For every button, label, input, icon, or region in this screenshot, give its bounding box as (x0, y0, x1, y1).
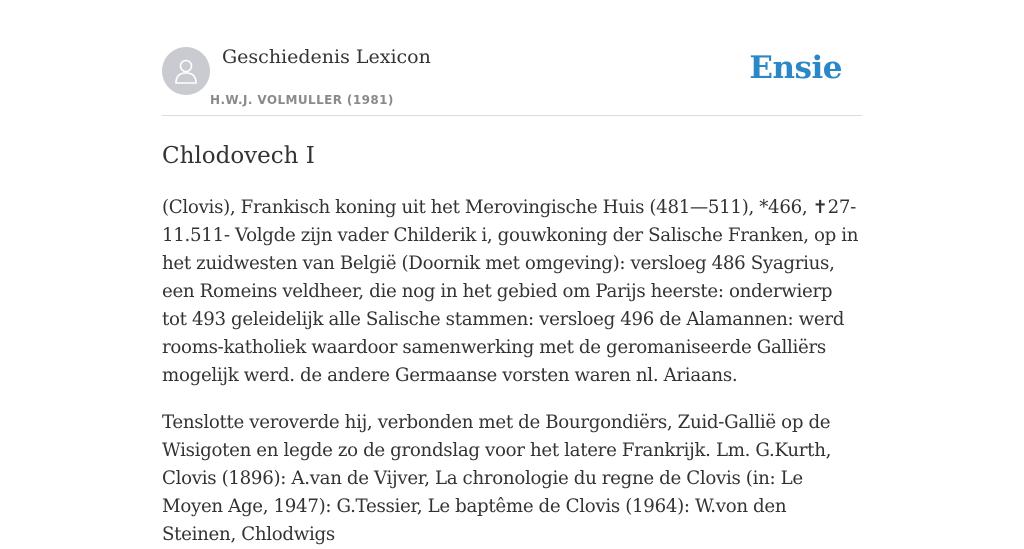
article-paragraph: (Clovis), Frankisch koning uit het Merovingische Huis (481—511), *466, ✝27-11.511- Volgde zijn vader Childerik i, gouwkoning der Salische Franken, op in het zuidwesten van België (Doornik met omgeving): versloeg 486 Syagrius, een Romeins veldheer, die nog in het gebied om Parijs heerste: onderwierp tot 493 geleidelijk alle Salische stammen: versloeg 496 de Alamannen: werd rooms-katholiek waardoor samenwerking met de geromaniseerde Galliërs mogelijk werd. de andere Germaanse vorsten waren nl. Ariaans. (162, 197, 859, 386)
page-container (162, 0, 862, 549)
user-avatar-icon (173, 57, 199, 85)
lexicon-title[interactable]: Geschiedenis Lexicon (222, 46, 431, 68)
article-title: Chlodovech I (162, 143, 315, 169)
brand-logo[interactable]: Ensie (749, 50, 842, 86)
avatar[interactable] (162, 47, 210, 95)
author-byline: H.W.J. VOLMULLER (1981) (210, 93, 394, 107)
article-paragraph: Tenslotte veroverde hij, verbonden met de Bourgondiërs, Zuid-Gallië op de Wisigoten en legde zo de grondslag voor het latere Frankrijk. Lm. G.Kurth, Clovis (1896): A.van de Vijver, La chronologie du regne de Clovis (in: Le Moyen Age, 1947): G.Tessier, Le baptême de Clovis (1964): W.von den Steinen, Chlodwigs (162, 412, 832, 545)
lexicon-header (162, 0, 862, 116)
